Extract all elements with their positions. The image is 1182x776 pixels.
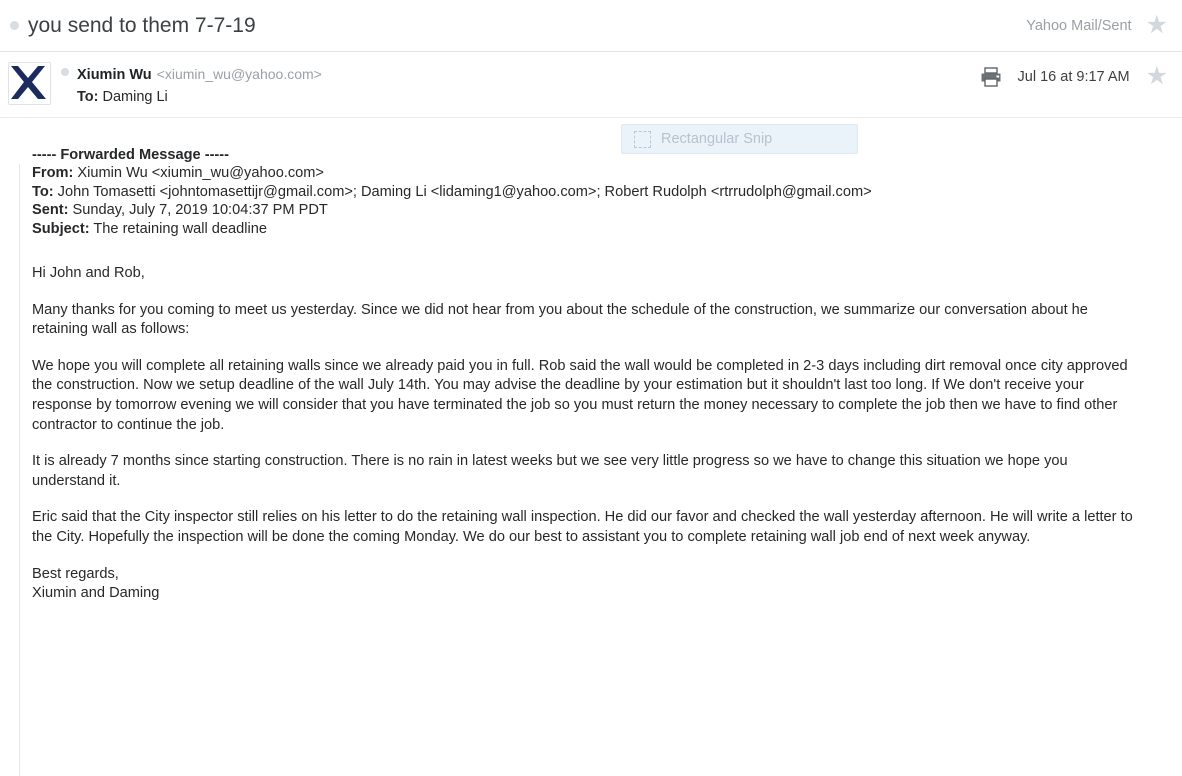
avatar[interactable]: [8, 62, 51, 105]
forwarded-from-value: Xiumin Wu <xiumin_wu@yahoo.com>: [77, 165, 324, 182]
printer-icon[interactable]: [980, 67, 1002, 87]
star-icon[interactable]: ★: [1145, 62, 1168, 90]
body-paragraph: We hope you will complete all retaining walls since we already paid you in full. Rob said the wall would be completed in 2-3 days including dirt removal once city approved the construction. Now we setup deadline of the wall July 14th. You may advise the deadline by your estimation but it shouldn't last too long. If We don't receive your response by tomorrow evening we will consider that you have terminated the job so you must return the money necessary to complete the job then we have to find other contractor to continue the job.: [32, 357, 1128, 433]
message-header: [0, 52, 1182, 118]
body-signoff: Best regards,: [32, 565, 119, 582]
sender-line: [61, 64, 322, 86]
forwarded-subject-line: [32, 220, 1138, 238]
forwarded-to-label: To:: [32, 183, 54, 200]
forwarded-sent-label: Sent:: [32, 202, 69, 219]
forwarded-header: [32, 146, 1138, 238]
header-right-actions: [1026, 13, 1168, 38]
unread-dot-icon: [10, 21, 19, 30]
unread-dot-icon: [61, 68, 69, 76]
message-date: Jul 16 at 9:17 AM: [1017, 68, 1130, 85]
forwarded-subject-value: The retaining wall deadline: [93, 220, 267, 237]
forwarded-subject-label: Subject:: [32, 220, 90, 237]
forwarded-from-label: From:: [32, 165, 74, 182]
star-icon[interactable]: ★: [1145, 11, 1168, 39]
sender-email[interactable]: <xiumin_wu@yahoo.com>: [156, 66, 322, 82]
forwarded-to-line: [32, 183, 1138, 201]
forwarded-sent-value: Sunday, July 7, 2019 10:04:37 PM PDT: [72, 202, 328, 219]
message-body: [0, 118, 1182, 604]
forwarded-sent-line: [32, 201, 1138, 219]
forwarded-from-line: [32, 164, 1138, 182]
body-signature: Xiumin and Daming: [32, 585, 160, 602]
page-title: you send to them 7-7-19: [28, 13, 256, 37]
message-header-actions: [980, 62, 1168, 89]
quote-rule: [19, 164, 20, 776]
body-greeting: Hi John and Rob,: [32, 265, 145, 282]
recipient-value[interactable]: Daming Li: [102, 89, 168, 106]
forwarded-to-value: John Tomasetti <johntomasettijr@gmail.com>; Daming Li <lidaming1@yahoo.com>; Robert Rudolph <rtrrudolph@gmail.com>: [57, 183, 872, 200]
body-paragraph: It is already 7 months since starting construction. There is no rain in latest weeks but we see very little progress so we have to change this situation we hope you understand it.: [32, 453, 1068, 489]
recipient-label: To:: [77, 89, 99, 106]
folder-label: Yahoo Mail/Sent: [1026, 17, 1132, 34]
snip-label: Rectangular Snip: [661, 131, 773, 147]
sender-name[interactable]: Xiumin Wu: [77, 67, 152, 83]
conversation-header: [0, 0, 1182, 52]
body-paragraph: Eric said that the City inspector still relies on his letter to do the retaining wall inspection. He did our favor and checked the wall yesterday afternoon. He will write a letter to the City. Hopefully the inspection will be done the coming Monday. We do our best to assistant you to complete retaining wall job end of next week anyway.: [32, 509, 1133, 545]
recipient-line: [77, 86, 322, 108]
body-paragraph: Many thanks for you coming to meet us yesterday. Since we did not hear from you about the schedule of the construction, we summarize our conversation about he retaining wall as follows:: [32, 301, 1088, 338]
sender-block: [61, 62, 322, 109]
forwarded-separator: ----- Forwarded Message -----: [32, 147, 230, 163]
